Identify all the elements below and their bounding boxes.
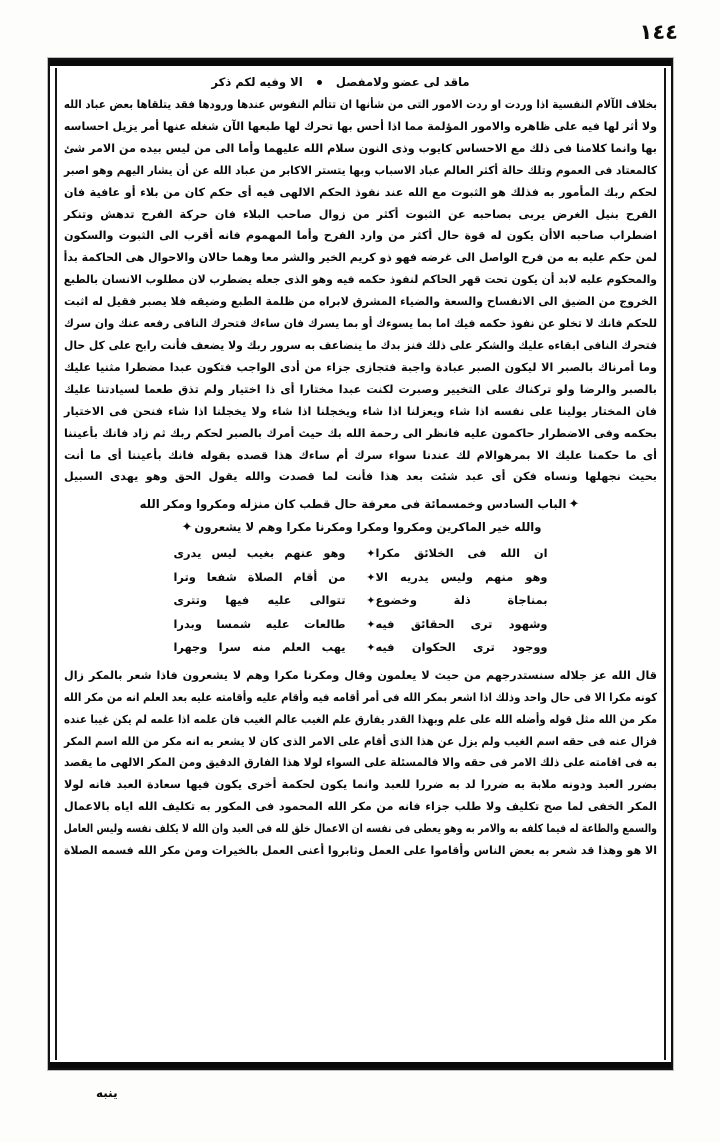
body-line: لمن حكم عليه به من فرح الواصل الى غرضه فهو ذو كريم الخير والشر معا وهما حالان والاحوال هى الحاكمة بدأ <box>63 251 657 265</box>
body-line: بضرر العبد ودونه ملابة به ضررا لد به ضررا للعبد وانما يكون لحكمة أخرى يكون فيها سعادة العبد فانه لولا <box>64 778 657 792</box>
star-separator-icon: ✦ <box>366 570 376 584</box>
frame-rule-bottom <box>50 1062 671 1068</box>
body-line: بها وانما كلامنا فى ذلك مع الاحساس كايوب وذى النون سلام الله عليهما وأما الى من ليس بيده من الامر شئ <box>63 141 657 155</box>
verse-hemistich-first: ووجود ترى الحكوان فيه <box>375 640 548 655</box>
body-line: بالصبر والرضا ولو تركناك على التخيير وصبرت لكنت عبدا مختارا أى ذا اختيار ولم تذق طعما لسيادتنا عليك <box>64 382 657 396</box>
body-line: قال الله عز جلاله سنستدرجهم من حيث لا يعلمون وقال ومكرنا مكرا وهم لا يشعرون فاذا شعر بالمكر زال <box>64 668 657 682</box>
chapter-heading <box>64 491 657 540</box>
body-line: مكر من الله مثل قوله وأضله الله على علم وبهذا القدر يفارق علم الغيب عالم الغيب فان علمه اذا علمه لم يكن غيبا عنده <box>64 712 657 726</box>
body-line: أى ما حكمنا عليك الا بمرهوالام لك عندنا سواء سرك أم ساءك هذا قصده بقوله فانك بأعيننا أى ما أنت <box>64 448 657 462</box>
star-separator-icon: ✦ <box>366 547 376 561</box>
verse-hemistich-first: وشهود ترى الحقائق فيه <box>375 616 548 631</box>
dot-separator-icon <box>317 80 322 85</box>
chapter-heading-text-1: الباب السادس وخمسمائة فى معرفة حال قطب كان منزله ومكروا ومكر الله <box>139 497 567 512</box>
body-line: به فى اقامته على ذلك الامر فى حقه والا فالمسئلة على السواء لولا هذا الفارق الدقيق ومن المكر الالهى ما يقصد <box>64 756 657 770</box>
star-separator-icon: ✦ <box>366 641 376 655</box>
body-text <box>57 68 664 862</box>
body-line: الفرح بنيل الغرض يربى بصاحبه عن الثبوت أكثر من زوال صاحب البلاء فان حركة الفرح تدهش وتنكر <box>64 207 657 221</box>
body-line: الخروج من الضيق الى الانفساح والسعة والضياء المشرق لابراه من ظلمة الطبع وضيقه فلا يصبر فقيل له اثبت <box>64 295 657 309</box>
body-line: كالمعتاد فى العموم وتلك حالة أكثر العالم عباد الاسباب وبها يتستر الاكابر من عباد الله عن أن يشار اليهم وهو اصبر <box>64 163 657 177</box>
body-line: بخلاف الآلام النفسية اذا وردت او ردت الامور التى من شأنها ان تتألم النفوس عندها ورودها فقد يتلقاها بعض عباد الله <box>63 98 658 111</box>
chapter-heading-line-1 <box>64 493 657 516</box>
verse-line <box>64 613 657 637</box>
verse-hemistich-second: طالعات عليه شمسا وبدرا <box>173 616 346 631</box>
body-line: كونه مكرا الا فى حال واحد وذلك اذا اشعر بمكر الله فى أمر أقامه فيه وأقام عليه وأقامته عليه بعد العلم انه من مكر الله <box>63 690 658 704</box>
body-line: بحكمه وفى الاضطرار حاكمون عليه فانظر الى رحمة الله بك حيث أمرك بالصبر لحكم ربك ثم زاد فانك بأعيننا <box>64 426 657 440</box>
incipit-line <box>64 70 657 94</box>
folio-number: ١٤٤ <box>639 20 678 44</box>
body-line: لحكم ربك المأمور به فذلك هو الثبوت مع الله عند نفوذ الحكم الالهى فيه أى حكم كان من بلاء أو عافية فان <box>64 185 657 199</box>
body-line: فتحرك النافى ابقاءه عليك والشكر على ذلك فنز بدك ما ينضاعف به سرور ربك ولا يضعف فأنت رابح على كل حال <box>64 338 657 352</box>
catchword: ينبه <box>96 1086 118 1100</box>
body-line: وما أمرناك بالصبر الا ليكون الصبر عبادة واجبة فتجازى جزاء من أدى الواجب فتكون عبدا مضطرا مثنيا عليك <box>64 360 657 374</box>
star-ornament-open-icon: ✦ <box>568 497 580 513</box>
verse-hemistich-second: من أقام الصلاة شفعا وترا <box>173 569 346 584</box>
incipit-left: الا وفيه لكم ذكر <box>211 75 303 89</box>
verse-line <box>64 542 657 566</box>
body-line: بحيث نجهلها ونساه فكن أى عبد شئت بعد هذا فأنت لما قصدت والله يقول الحق وهو يهدى السبيل <box>64 470 657 484</box>
chapter-heading-line-2 <box>64 516 657 539</box>
body-line: للحكم فانك لا تخلو عن نفوذ حكمه فيك اما بما يسوءك أو بما يسرك فان ساءك فتحرك النافى رفعه عنك وان سرك <box>64 317 657 331</box>
verse-line <box>64 636 657 660</box>
body-line: الا هو وهذا قد شعر به بعض الناس وأقاموا على العمل وثابروا أعنى العمل بالخيرات ومن مكر الله فسمه الصلاة <box>63 844 657 858</box>
star-ornament-close-icon: ✦ <box>181 520 193 536</box>
body-line: فزال عنه فى حقه اسم الغيب ولم يزل عن هذا الذى أقام على الامر الذى كان لا يشعر به انه مكر من الله اسم المكر <box>63 734 657 748</box>
body-line: فان المختار يولينا على نفسه اذا شاء ويعزلنا اذا شاء ويخجلنا اذا شاء ولا يخجلنا اذا شاء فنحن فى الاختيار <box>64 404 657 418</box>
star-separator-icon: ✦ <box>366 594 376 608</box>
top-paragraph <box>64 94 657 488</box>
body-line: المكر الخفى لما صح تكليف ولا طلب جزاء فانه من مكر الله المحمود فى المكور به تكليف الله اياه بالاعمال <box>64 800 657 814</box>
verse-hemistich-second: يهب العلم منه سرا وجهرا <box>173 640 346 655</box>
star-separator-icon: ✦ <box>366 617 376 631</box>
bottom-paragraph <box>64 665 657 862</box>
verse-hemistich-second: تتوالى عليه فيها وتترى <box>173 593 346 608</box>
body-line: اضطراب صاحبه الاأن يكون له قوة حال أكثر من وارد الفرح وأما المهموم فانه أقرب الى الثبوت والسكون <box>64 229 657 243</box>
body-line: والمحكوم عليه لابد أن يكون تحت قهر الحاكم لنفوذ حكمه فيه وهو الذى جعله يضطرب لان مطلوب الانسان بالطبع <box>63 273 658 287</box>
frame-rule-top <box>50 60 671 66</box>
body-line: ولا أثر لها فيه على ظاهره والامور المؤلمة مما اذا أحس بها تحرك لها طبعها الآن شغله عنها أمر يزيل احساسه <box>63 119 657 133</box>
verse-hemistich-first: ان الله فى الخلائق مكرا <box>375 546 548 561</box>
verse-hemistich-first: بمناجاة ذلة وخضوع <box>375 593 548 608</box>
text-frame <box>48 58 673 1070</box>
body-line: والسمع والطاعة له فيما كلفه به والامر به وهو يعطى فى نفسه ان الاعمال خلق لله فى العبد وان الله لا يكلف نفسه وليس العامل <box>63 822 658 836</box>
verse-line <box>64 589 657 613</box>
verse-hemistich-second: وهو عنهم بغيب ليس يدرى <box>173 546 346 561</box>
verse-block <box>64 540 657 662</box>
verse-line <box>64 566 657 590</box>
frame-inner <box>55 68 666 1060</box>
chapter-heading-text-2: والله خير الماكرين ومكروا ومكرا ومكرنا مكرا وهم لا يشعرون <box>194 520 542 535</box>
incipit-right: ماقد لى عضو ولامفصل <box>335 75 470 89</box>
verse-hemistich-first: وهو منهم وليس يدريه الا <box>375 569 548 584</box>
